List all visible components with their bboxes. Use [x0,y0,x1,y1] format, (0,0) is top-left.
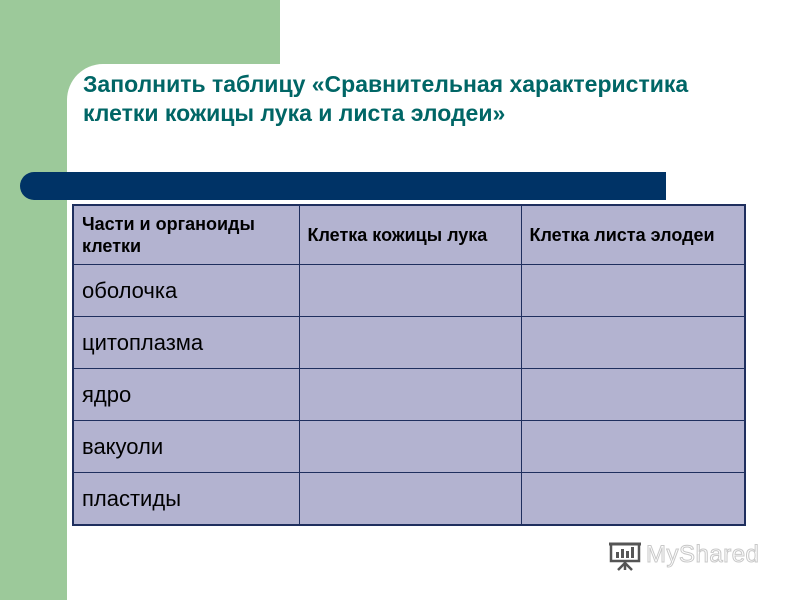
onion-cell-value [299,421,521,473]
onion-cell-value [299,369,521,421]
logo-text: MyShared [646,541,760,568]
myshared-logo [608,538,759,572]
row-label: пластиды [73,473,299,526]
table-row [73,317,745,369]
onion-cell-value [299,265,521,317]
table-header-row [73,205,745,265]
comparison-table [72,204,746,526]
elodea-cell-value [521,421,745,473]
row-label: оболочка [73,265,299,317]
table-row [73,265,745,317]
presentation-board-icon [608,538,642,572]
table-row [73,421,745,473]
slide-title: Заполнить таблицу «Сравнительная характеристика клетки кожицы лука и листа элодеи» [83,71,689,126]
onion-cell-value [299,317,521,369]
row-label: цитоплазма [73,317,299,369]
header-elodea-cell: Клетка листа элодеи [521,205,745,265]
elodea-cell-value [521,265,745,317]
row-label: вакуоли [73,421,299,473]
elodea-cell-value [521,369,745,421]
header-onion-cell: Клетка кожицы лука [299,205,521,265]
header-parts: Части и органоиды клетки [73,205,299,265]
table-row [73,369,745,421]
elodea-cell-value [521,317,745,369]
row-label: ядро [73,369,299,421]
elodea-cell-value [521,473,745,526]
onion-cell-value [299,473,521,526]
title-rule [20,172,666,200]
table-row [73,473,745,526]
